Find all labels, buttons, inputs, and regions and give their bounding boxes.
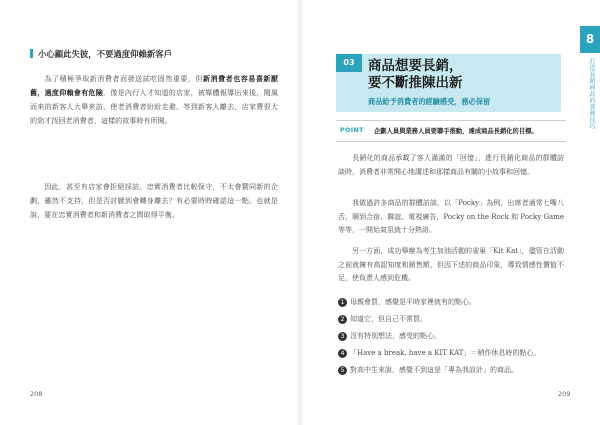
paragraph: 我做過許多商品的群體訪談，以「Pocky」為例，出席者通常七嘴八舌，聊到合宿、聯誼、電視廣告，Pocky on the Rock 和 Pocky Game 等等，一開始氣氛就十分熱絡。	[338, 199, 564, 234]
page-number: 208	[30, 390, 43, 398]
topic-title: 商品想要長銷， 要不斷推陳出新	[368, 58, 463, 91]
impression-list	[338, 297, 564, 382]
paragraph: 長銷化的商品承載了客人滿滿的「回憶」，進行長銷化商品的群體訪談時，消費者非常開心地講述和那樣商品有關的小故事和回憶。	[338, 154, 564, 176]
point-text: 企劃人員與業務人員要聯手推動，達成商品長銷化的目標。	[374, 128, 538, 135]
book-gutter	[296, 0, 304, 425]
heading-bar-icon	[30, 49, 33, 58]
point-label: POINT	[340, 126, 364, 134]
chapter-title: 打造長銷商品的實務技巧	[588, 58, 595, 130]
point-row	[336, 120, 566, 142]
list-item: 4 「Have a break, have a KIT KAT」＝稍作休息時的點心。	[338, 348, 564, 365]
list-item: 1 母親會買，感覺是平時家裡就有的點心。	[338, 297, 564, 314]
paragraph: 為了積極爭取新消費者而發送試吃固然重要，但新消費者也容易喜新厭舊，過度仰賴會有危險。像是內行人才知道的店家，被媒體報導出來後，閱風而來的新客人大舉來訪，使老消費者紛紛走避。等到新客人離去，店家費很大的勁才找回老消費者，這樣的故事時有所聞。	[30, 74, 279, 125]
paragraph: 因此，甚至有店家會拒絕採訪。忠實消費者比較保守，不太會贊同新的企劃，雖然不支持，但是否討厭到會轉身離去？有必要時時確認這一點。也就是說，要在忠實消費者和新消費者之間取得平衡。	[30, 182, 278, 219]
list-item: 3 沒有特別想法，感受的點心。	[338, 331, 564, 348]
paragraph: 另一方面，成功舉辦為考生加油活動的雀巢「Kit Kat」，儘管在活動之前就擁有高認知度和銷售額，但因下述的商品印象，導致情感性價值不足，使負責人感到危機。	[338, 247, 564, 282]
topic-number: 03	[336, 54, 362, 72]
chapter-tab: 8	[580, 26, 600, 53]
list-item: 2 知道它，但自己不常買。	[338, 314, 564, 331]
emphasis-text: 新消費者也容易喜新厭舊，過度仰賴會有危險	[30, 74, 279, 97]
section-heading: 小心顧此失彼，不要過度仰賴新客戶	[30, 48, 275, 60]
topic-subtitle: 商品給予消費者的經驗感受，務必保留	[368, 97, 491, 106]
list-item: 5 對高中生來說，感覺不到這是「專為我設計」的商品。	[338, 365, 564, 382]
page-number: 209	[558, 390, 571, 398]
